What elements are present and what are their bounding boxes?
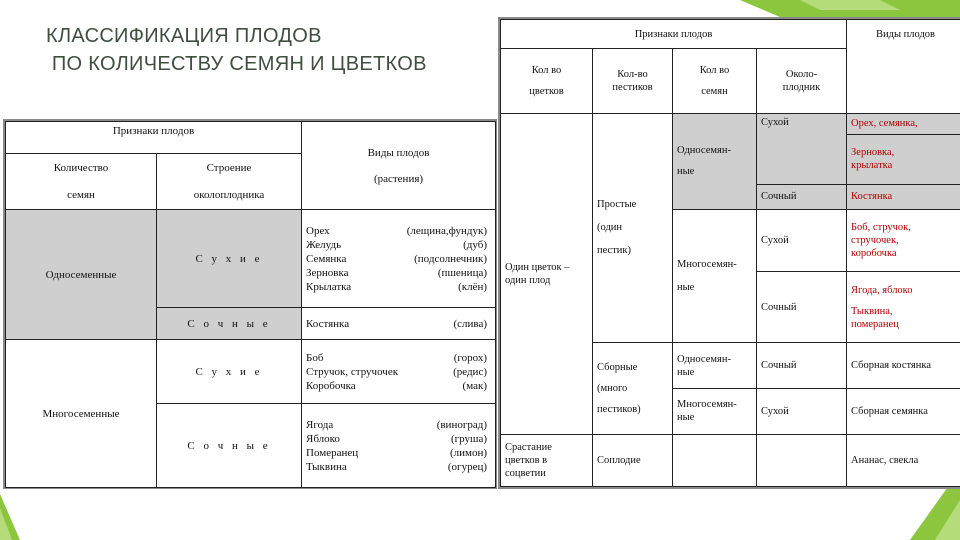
t2-result-collective-drupe: Сборная костянка [847, 343, 960, 389]
header-seeds-word: семян [6, 182, 157, 210]
t2-cs-single-1: Односемян- [677, 353, 731, 365]
t2-dry-a: Сухой [757, 113, 847, 184]
plant-name: (клён) [458, 280, 487, 293]
plant-name: (груша) [450, 432, 487, 445]
header-seed-count: Количество [6, 154, 157, 182]
fruit-name: Зерновка [306, 266, 349, 279]
table-header-fruit-types [302, 122, 496, 210]
t2-fused-flowers [501, 434, 593, 486]
t2-cs-multi-1: Многосемян- [677, 399, 737, 411]
t2-simple [593, 113, 673, 342]
t2-header-pistils [593, 49, 673, 114]
t2-multi-seed-2: ные [677, 281, 695, 293]
t2-cs-multi-2: ные [677, 412, 695, 424]
plant-name: (виноград) [436, 418, 487, 431]
t2-fused-3: соцветии [505, 467, 546, 479]
t2-cs-single-2: ные [677, 366, 695, 378]
t2-header-pericarp-2: плодник [782, 82, 821, 93]
t2-collective [593, 343, 673, 435]
decorative-green-corner [0, 488, 40, 540]
fruit-classification-table-flowers [498, 17, 960, 489]
t2-single-seed-2: ные [677, 166, 695, 178]
t2-r2-1: Зерновка, [851, 147, 895, 159]
list-juicy-one-seed [302, 308, 496, 340]
row-dry-1: С у х и е [157, 210, 302, 308]
fruit-name: Стручок, стручочек [306, 365, 399, 378]
t2-r6-1: Тыквина, [851, 305, 893, 317]
list-juicy-multi-seed [302, 404, 496, 488]
page-title-line-2: ПО КОЛИЧЕСТВУ СЕМЯН И ЦВЕТКОВ [46, 53, 427, 75]
row-juicy-2: С о ч н ы е [157, 404, 302, 488]
t2-multi-seed [673, 209, 757, 342]
t2-header-fruit-types: Виды плодов [847, 20, 960, 114]
fruit-name: Боб [306, 351, 324, 364]
table-header-features: Признаки плодов [6, 122, 302, 154]
t2-simple-3: пестик) [597, 245, 632, 257]
t2-r2-2: крылатка [851, 160, 893, 172]
t2-r6-2: померанец [851, 318, 899, 330]
t2-one-flower-1: Один цветок – [505, 261, 570, 273]
t2-juicy-c: Сочный [757, 343, 847, 389]
header-structure: Строение [157, 154, 302, 182]
header-types-line-2: (растения) [373, 172, 424, 185]
plant-name: (слива) [453, 317, 487, 330]
t2-collective-1: Сборные [597, 361, 638, 373]
t2-header-flowers-2: цветков [529, 86, 564, 97]
t2-header-flowers-1: Кол во [531, 65, 562, 76]
t2-header-pericarp [757, 49, 847, 114]
plant-name: (дуб) [463, 238, 487, 251]
t2-header-features: Признаки плодов [501, 20, 847, 49]
plant-name: (огурец) [447, 460, 487, 473]
t2-one-flower-2: один плод [505, 274, 551, 286]
header-types-line-1: Виды плодов [367, 146, 430, 159]
list-dry-multi-seed [302, 340, 496, 404]
fruit-name: Желудь [306, 238, 342, 251]
t2-single-seed [673, 113, 757, 209]
t2-result-multiple-fruit: Ананас, свекла [847, 434, 960, 486]
fruit-name: Крылатка [306, 280, 352, 293]
t2-header-seeds-1: Кол во [699, 65, 730, 76]
t2-collective-2: (много [597, 382, 628, 394]
plant-name: (мак) [462, 379, 487, 392]
t2-result-drupe: Костянка [847, 184, 960, 209]
t2-header-seeds-2: семян [701, 86, 728, 97]
t2-multi-seed-1: Многосемян- [677, 258, 737, 270]
fruit-name: Тыквина [306, 460, 347, 473]
plant-name: (лимон) [449, 446, 487, 459]
list-dry-one-seed [302, 210, 496, 308]
t2-empty-pericarp [757, 434, 847, 486]
t2-dry-c: Сухой [757, 388, 847, 434]
fruit-name: Ягода [306, 418, 334, 431]
plant-name: (лещина,фундук) [406, 224, 487, 237]
t2-result-legume [847, 209, 960, 272]
t2-one-flower [501, 113, 593, 434]
fruit-name: Семянка [306, 252, 347, 265]
t2-header-pericarp-1: Около- [785, 69, 818, 80]
t2-header-flowers [501, 49, 593, 114]
t2-juicy-a: Сочный [757, 184, 847, 209]
t2-result-grain-samara [847, 134, 960, 184]
fruit-name: Коробочка [306, 379, 356, 392]
t2-cs-multi [673, 388, 757, 434]
t2-compound: Соплодие [593, 434, 673, 486]
fruit-name: Орех [306, 224, 330, 237]
plant-name: (горох) [453, 351, 487, 364]
plant-name: (пшеница) [437, 266, 487, 279]
t2-fused-1: Срастание [505, 441, 552, 453]
t2-r4-1: Боб, стручок, [851, 221, 911, 233]
t2-result-nut-achene: Орех, семянка, [847, 113, 960, 134]
fruit-name: Яблоко [306, 432, 340, 445]
t2-header-pistils-2: пестиков [612, 82, 653, 93]
fruit-classification-table-seeds [3, 119, 497, 489]
t2-r5: Ягода, яблоко [851, 284, 913, 296]
page-title-line-1: КЛАССИФИКАЦИЯ ПЛОДОВ [46, 25, 322, 47]
fruit-name: Костянка [306, 317, 350, 330]
t2-collective-3: пестиков) [597, 403, 641, 415]
row-multi-seed: Многосеменные [6, 340, 157, 488]
t2-empty-seeds [673, 434, 757, 486]
t2-simple-1: Простые [597, 199, 637, 211]
row-one-seed: Односеменные [6, 210, 157, 340]
t2-juicy-b: Сочный [757, 272, 847, 343]
plant-name: (подсолнечник) [414, 252, 487, 265]
header-pericarp: околоплодника [157, 182, 302, 210]
t2-simple-2: (один [597, 222, 623, 234]
row-juicy-1: С о ч н ы е [157, 308, 302, 340]
page-title [46, 22, 427, 78]
t2-r4-2: стручочек, [851, 234, 899, 246]
t2-r4-3: коробочка [851, 247, 897, 259]
t2-result-collective-achene: Сборная семянка [847, 388, 960, 434]
fruit-name: Померанец [306, 446, 359, 459]
t2-dry-b: Сухой [757, 209, 847, 272]
t2-header-pistils-1: Кол-во [617, 69, 648, 80]
t2-result-berry [847, 272, 960, 343]
t2-header-seeds [673, 49, 757, 114]
t2-cs-single [673, 343, 757, 389]
t2-single-seed-1: Односемян- [677, 145, 731, 157]
row-dry-2: С у х и е [157, 340, 302, 404]
t2-fused-2: цветков в [505, 454, 548, 466]
plant-name: (редис) [453, 365, 487, 378]
